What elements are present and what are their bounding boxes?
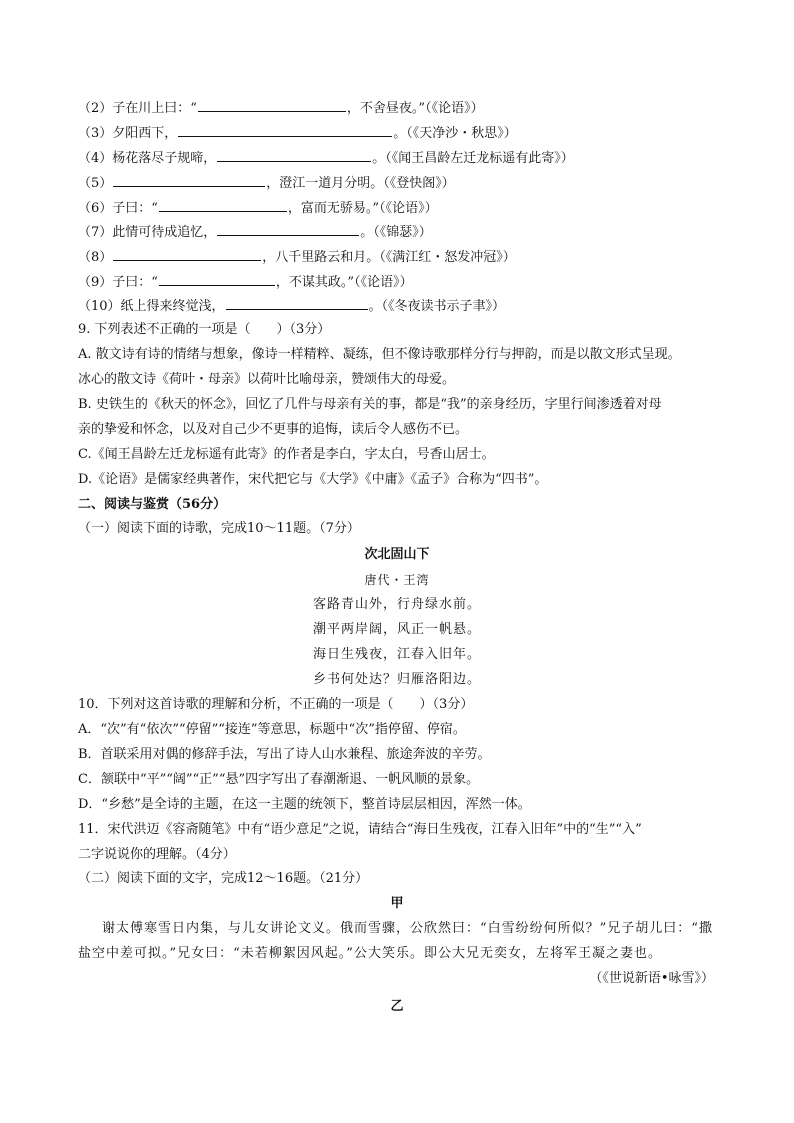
fill-item-10: （10）纸上得来终觉浅， 。（《冬夜读书示子聿》） bbox=[78, 296, 505, 316]
fill-item-3: （3）夕阳西下， 。（《天净沙・秋思》） bbox=[78, 123, 517, 143]
fill-item-8: （8） ，八千里路云和月。（《满江红・怒发冲冠》） bbox=[78, 247, 516, 267]
poem-title: 次北固山下 bbox=[364, 547, 430, 562]
fill-item-2: （2）子在川上曰：“ ，不舍昼夜。”（《论语》） bbox=[78, 98, 484, 118]
q10-option-c: C．颔联中“平”“阔”“正”“悬”四字写出了春潮渐退、一帆风顺的景象。 bbox=[78, 772, 480, 787]
passage-label-jia: 甲 bbox=[390, 896, 404, 911]
answer-blank[interactable] bbox=[217, 222, 359, 236]
answer-blank[interactable] bbox=[198, 98, 346, 112]
q9-option-a-cont: 冰心的散文诗《荷叶・母亲》以荷叶比喻母亲，赞颂伟大的母爱。 bbox=[78, 372, 456, 387]
answer-blank[interactable] bbox=[159, 198, 287, 212]
q9-option-d: D.《论语》是儒家经典著作，宋代把它与《大学》《中庸》《孟子》合称为“四书”。 bbox=[78, 472, 548, 487]
q11-stem: 11．宋代洪迈《容斋随笔》中有“语少意足”之说，请结合“海日生残夜，江春入旧年”中的“生”“入” bbox=[78, 822, 642, 837]
fill-item-6: （6）子曰：“ ，富而无骄易。”（《论语》） bbox=[78, 198, 438, 218]
q9-option-a: A. 散文诗有诗的情绪与想象，像诗一样精粹、凝练，但不像诗歌那样分行与押韵，而是以散文形式呈现。 bbox=[78, 347, 681, 362]
passage-jia-line: 谢太傅寒雪日内集，与儿女讲论文义。俄而雪骤，公欣然曰：“白雪纷纷何所似？”兄子胡儿曰：“撒 bbox=[102, 921, 713, 936]
answer-blank[interactable] bbox=[113, 247, 261, 261]
passage-jia-line: 盐空中差可拟。”兄女曰：“未若柳絮因风起。”公大笑乐。即公大兄无奕女，左将军王凝之妻也。 bbox=[78, 946, 662, 961]
q11-stem-cont: 二字说说你的理解。（4分） bbox=[78, 847, 236, 862]
passage-label-yi: 乙 bbox=[390, 999, 404, 1014]
q9-stem: 9. 下列表述不正确的一项是（ ）（3分） bbox=[78, 322, 331, 337]
answer-blank[interactable] bbox=[226, 296, 368, 310]
fill-item-5: （5） ，澄江一道月分明。（《登快阁》） bbox=[78, 173, 455, 193]
fill-item-9: （9）子曰：“ ，不谋其政。”（《论语》） bbox=[78, 272, 413, 292]
section-heading: 二、阅读与鉴赏（56分） bbox=[78, 497, 227, 512]
q10-option-b: B．首联采用对偶的修辞手法，写出了诗人山水兼程、旅途奔波的辛劳。 bbox=[78, 747, 491, 762]
fill-item-7: （7）此情可待成追忆， 。（《锦瑟》） bbox=[78, 222, 432, 242]
q9-option-c: C.《闻王昌龄左迁龙标遥有此寄》的作者是李白，字太白，号香山居士。 bbox=[78, 447, 495, 462]
answer-blank[interactable] bbox=[113, 173, 265, 187]
poem-line: 客路青山外，行舟绿水前。 bbox=[312, 597, 481, 612]
part-one-instruction: （一）阅读下面的诗歌，完成10～11题。（7分） bbox=[78, 521, 360, 536]
poem-line: 潮平两岸阔，风正一帆悬。 bbox=[312, 622, 481, 637]
q9-option-b: B. 史铁生的《秋天的怀念》，回忆了几件与母亲有关的事，都是“我”的亲身经历，字里行间渗透着对母 bbox=[78, 397, 662, 412]
q10-option-d: D．“乡愁”是全诗的主题，在这一主题的统领下，整首诗层层相因，浑然一体。 bbox=[78, 797, 531, 812]
q10-stem: 10．下列对这首诗歌的理解和分析，不正确的一项是（ ）（3分） bbox=[78, 697, 474, 712]
answer-blank[interactable] bbox=[178, 123, 392, 137]
poem-line: 海日生残夜，江春入旧年。 bbox=[312, 647, 481, 662]
part-two-instruction: （二）阅读下面的文字，完成12～16题。（21分） bbox=[78, 871, 369, 886]
poem-line: 乡书何处达？归雁洛阳边。 bbox=[312, 672, 481, 687]
fill-item-4: （4）杨花落尽子规啼， 。（《闻王昌龄左迁龙标遥有此寄》） bbox=[78, 148, 574, 168]
poem-author: 唐代・王湾 bbox=[364, 573, 430, 587]
answer-blank[interactable] bbox=[159, 272, 275, 286]
q10-option-a: A．“次”有“依次”“停留”“接连”等意思，标题中“次”指停留、停宿。 bbox=[78, 722, 466, 737]
q9-option-b-cont: 亲的挚爱和怀念，以及对自己少不更事的追悔，读后令人感伤不已。 bbox=[78, 422, 469, 437]
passage-jia-source: （《世说新语•咏雪》） bbox=[589, 971, 714, 986]
answer-blank[interactable] bbox=[217, 148, 371, 162]
